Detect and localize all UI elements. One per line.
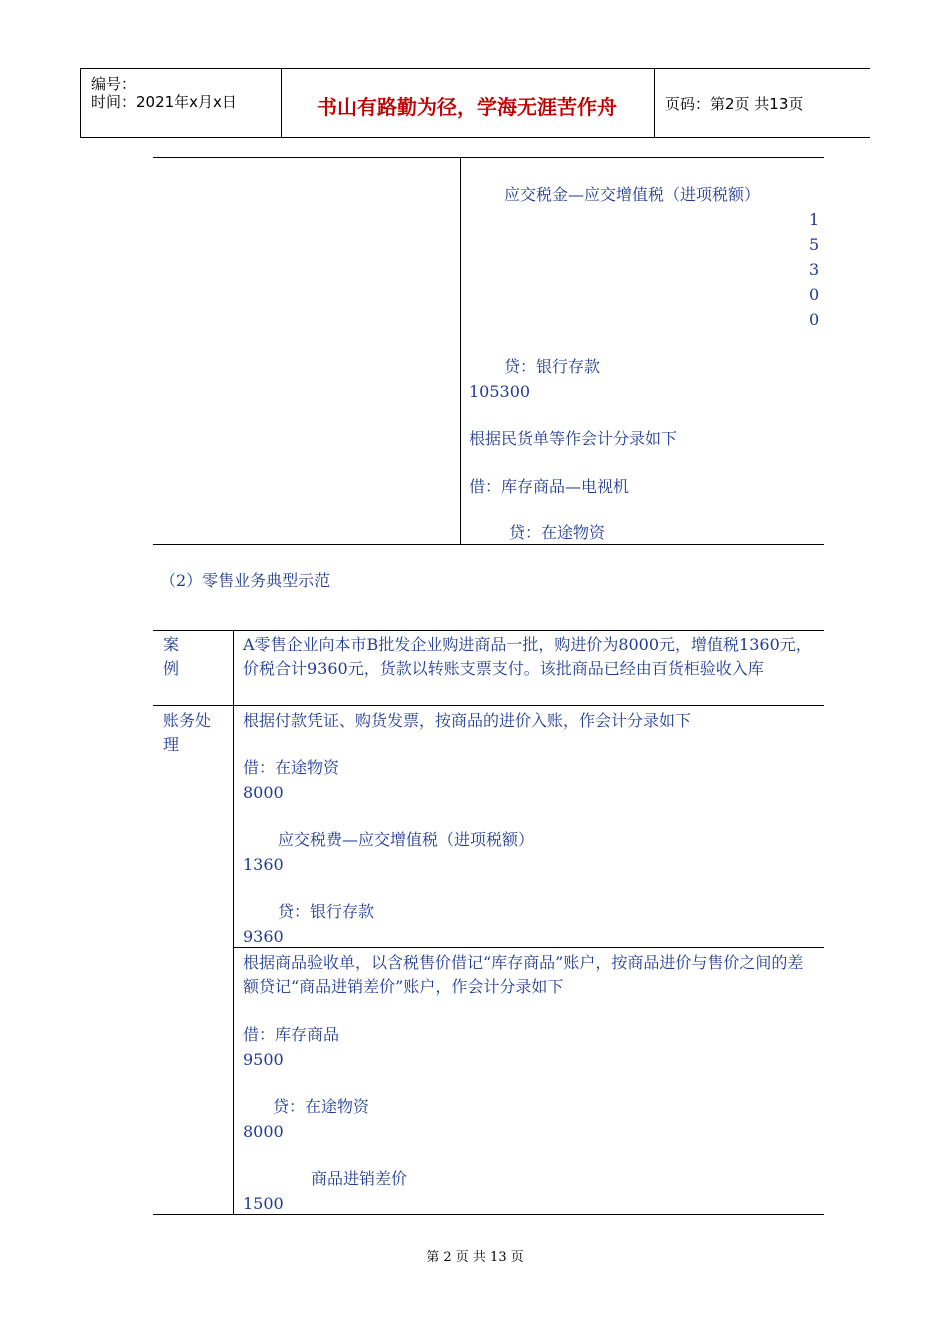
entry-note: 根据民货单等作会计分录如下 <box>469 429 678 448</box>
header-left-cell <box>80 69 282 137</box>
entry-amount: 8000 <box>243 1122 284 1141</box>
entry-amount: 8000 <box>243 783 284 802</box>
entry-line: 贷：银行存款 <box>278 902 375 921</box>
accounting-label: 账务处 <box>163 711 212 730</box>
credit-transit-line: 贷：在途物资 <box>509 523 606 542</box>
accounting-label: 理 <box>163 735 180 754</box>
table-top-border <box>153 630 824 631</box>
header-number-label: 编号： <box>91 75 137 93</box>
entry-line: 根据商品验收单，以含税售价借记“库存商品”账户，按商品进价与售价之间的差额贷记“商品进销差价”账户，作会计分录如下 <box>243 953 804 996</box>
entry-line: 商品进销差价 <box>311 1169 408 1188</box>
top-table-bottom-border <box>153 544 824 545</box>
case-description: A零售企业向本市B批发企业购进商品一批，购进价为8000元，增值税1360元，价税合计9360元，货款以转账支票支付。该批商品已经由百货柜验收入库 <box>243 635 812 678</box>
debit-inventory-line: 借：库存商品—电视机 <box>469 477 630 496</box>
table-column-divider <box>233 630 234 1214</box>
entry-line: 贷：在途物资 <box>273 1097 370 1116</box>
page-footer: 第 2 页 共 13 页 <box>426 1250 524 1265</box>
page-header <box>80 68 870 138</box>
tax-digit: 5 <box>809 235 820 254</box>
tax-digit: 0 <box>809 285 820 304</box>
header-motto: 书山有路勤为径，学海无涯苦作舟 <box>317 95 617 119</box>
credit-bank-line: 贷：银行存款 <box>504 357 601 376</box>
table-row-divider <box>153 705 824 706</box>
table-subrow-divider <box>233 947 824 948</box>
top-table-divider <box>460 157 461 544</box>
entry-line: 根据付款凭证、购货发票，按商品的进价入账，作会计分录如下 <box>243 711 692 730</box>
header-time-label: 时间：2021年x月x日 <box>91 93 237 111</box>
tax-digit: 1 <box>809 210 820 229</box>
tax-entry-line: 应交税金—应交增值税（进项税额） <box>504 185 761 204</box>
tax-digit: 3 <box>809 260 820 279</box>
entry-line: 借：库存商品 <box>243 1025 340 1044</box>
header-right-cell <box>654 69 870 137</box>
section-title: （2）零售业务典型示范 <box>160 571 331 590</box>
credit-bank-amount: 105300 <box>469 382 531 401</box>
entry-line: 借：在途物资 <box>243 758 340 777</box>
tax-digit: 0 <box>809 310 820 329</box>
case-label: 例 <box>163 659 180 678</box>
case-label: 案 <box>163 635 180 654</box>
entry-amount: 1360 <box>243 855 284 874</box>
entry-amount: 9500 <box>243 1050 284 1069</box>
entry-amount: 9360 <box>243 927 284 946</box>
top-table-top-border <box>153 157 824 158</box>
header-page-info: 页码：第2页 共13页 <box>665 95 804 113</box>
entry-amount: 1500 <box>243 1194 284 1213</box>
entry-line: 应交税费—应交增值税（进项税额） <box>278 830 535 849</box>
